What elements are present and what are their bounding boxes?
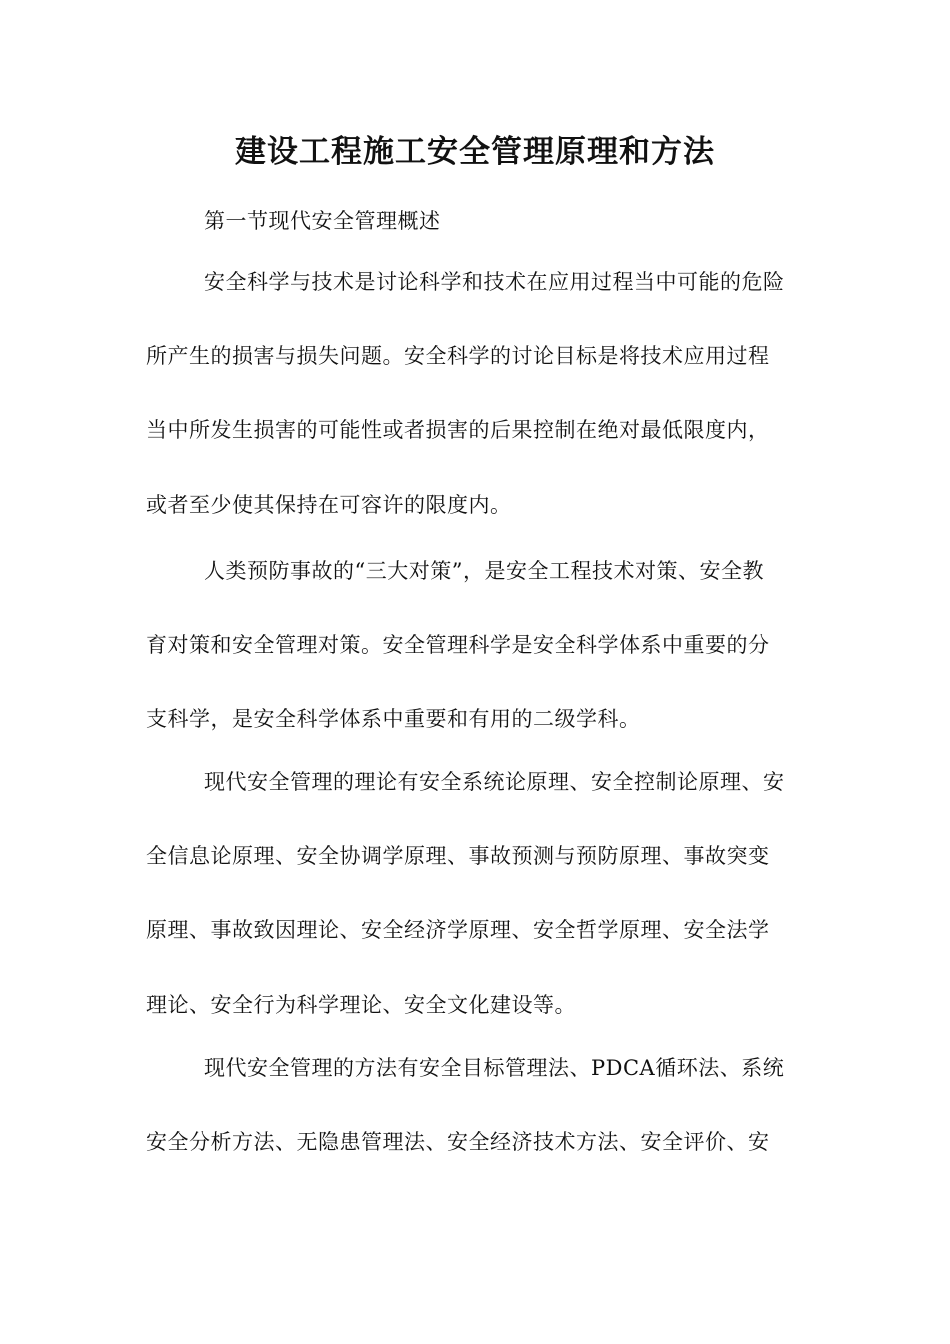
section-heading: 第一节现代安全管理概述 [204,209,441,233]
paragraph-3-line-1: 现代安全管理的理论有安全系统论原理、安全控制论原理、安 [204,770,785,794]
paragraph-2-line-1: 人类预防事故的“三大对策”，是安全工程技术对策、安全教 [204,559,764,583]
paragraph-1-line-4: 或者至少使其保持在可容许的限度内。 [146,493,512,517]
paragraph-2-line-2: 育对策和安全管理对策。安全管理科学是安全科学体系中重要的分 [146,633,770,657]
paragraph-3-line-3: 原理、事故致因理论、安全经济学原理、安全哲学原理、安全法学 [146,918,770,942]
paragraph-4-line-1: 现代安全管理的方法有安全目标管理法、PDCA循环法、系统 [204,1056,785,1080]
paragraph-1-line-3: 当中所发生损害的可能性或者损害的后果控制在绝对最低限度内， [146,418,770,442]
paragraph-1-line-1: 安全科学与技术是讨论科学和技术在应用过程当中可能的危险 [204,270,785,294]
paragraph-4-line-2: 安全分析方法、无隐患管理法、安全经济技术方法、安全评价、安 [146,1130,770,1154]
paragraph-2-line-3: 支科学，是安全科学体系中重要和有用的二级学科。 [146,707,641,731]
paragraph-1-line-2: 所产生的损害与损失问题。安全科学的讨论目标是将技术应用过程 [146,344,770,368]
paragraph-3-line-4: 理论、安全行为科学理论、安全文化建设等。 [146,993,576,1017]
paragraph-3-line-2: 全信息论原理、安全协调学原理、事故预测与预防原理、事故突变 [146,844,770,868]
document-title: 建设工程施工安全管理原理和方法 [235,134,715,170]
